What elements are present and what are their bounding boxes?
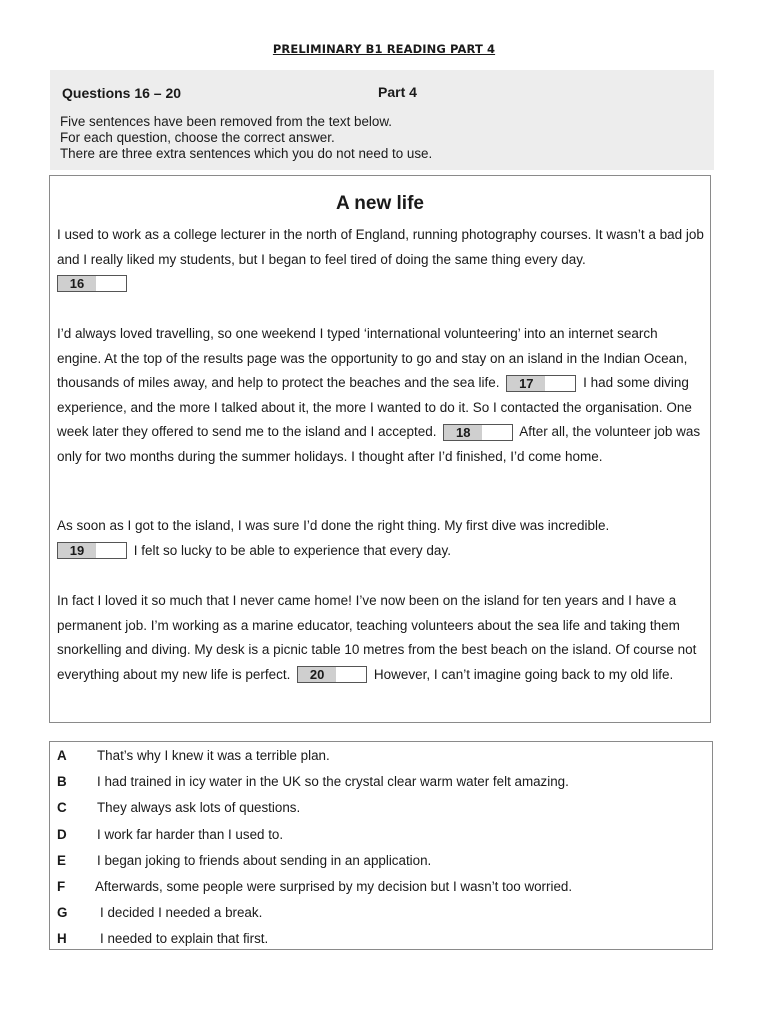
option-text: I needed to explain that first. (100, 931, 269, 946)
gap-number: 20 (298, 667, 336, 682)
article-title: A new life (336, 193, 424, 214)
option-e[interactable] (50, 853, 712, 877)
paragraph-3 (57, 514, 705, 563)
answer-gap-16[interactable] (57, 275, 127, 292)
instructions (60, 114, 432, 162)
gap-number: 19 (58, 543, 96, 558)
instruction-line: For each question, choose the correct answer. (60, 130, 335, 145)
page-title: PRELIMINARY B1 READING PART 4 (272, 42, 496, 56)
option-text: That’s why I knew it was a terrible plan. (97, 748, 330, 763)
paragraph-1 (57, 223, 705, 292)
gap-number: 18 (444, 425, 482, 440)
option-letter: G (57, 905, 68, 920)
paragraph-text: I had some diving experience, and the more I talked about it, the more I wanted to do it. So I contacted the organisation. One week later they offered to send me to the island and I accepted. (57, 375, 692, 439)
option-b[interactable] (50, 774, 712, 798)
paragraph-text: As soon as I got to the island, I was sure I’d done the right thing. My first dive was incredible. (57, 518, 610, 533)
option-letter: D (57, 827, 67, 842)
option-text: I began joking to friends about sending in an application. (97, 853, 432, 868)
option-letter: F (57, 879, 66, 894)
option-text: I work far harder than I used to. (97, 827, 284, 842)
option-letter: B (57, 774, 67, 789)
option-g[interactable] (50, 905, 712, 929)
option-a[interactable] (50, 748, 712, 772)
paragraph-text: I’d always loved travelling, so one weekend I typed ‘international volunteering’ into an internet search engine. At the top of the results page was the opportunity to go and stay on an island in the Indian Ocean, thousands of miles away, and help to protect the beaches and the sea life. (57, 326, 688, 390)
options-box (49, 741, 713, 950)
option-d[interactable] (50, 827, 712, 851)
paragraph-text: In fact I loved it so much that I never came home! I’ve now been on the island for ten years and I have a permanent job. I’m working as a marine educator, teaching volunteers about the sea life and taking them snorkelling and diving. My desk is a picnic table 10 metres from the best beach on the island. Of course not everything about my new life is perfect. (57, 593, 697, 682)
option-letter: C (57, 800, 67, 815)
paragraph-text: I felt so lucky to be able to experience that every day. (133, 542, 451, 558)
paragraph-text: I used to work as a college lecturer in the north of England, running photography courses. It wasn’t a bad job and I really liked my students, but I began to feel tired of doing the same thing every day. (57, 227, 704, 267)
option-text: They always ask lots of questions. (97, 800, 301, 815)
option-letter: A (57, 748, 67, 763)
part-label: Part 4 (378, 84, 417, 100)
instruction-line: There are three extra sentences which you do not need to use. (60, 146, 433, 161)
questions-range: Questions 16 – 20 (62, 85, 182, 101)
option-text: Afterwards, some people were surprised by my decision but I wasn’t too worried. (95, 879, 573, 894)
option-f[interactable] (50, 879, 712, 903)
option-c[interactable] (50, 800, 712, 824)
gap-number: 17 (507, 376, 545, 391)
option-letter: H (57, 931, 67, 946)
reading-text-box (49, 175, 711, 723)
answer-gap-20[interactable] (297, 666, 367, 683)
answer-gap-17[interactable] (506, 375, 576, 392)
answer-gap-18[interactable] (443, 424, 513, 441)
paragraph-4 (57, 589, 705, 687)
gap-number: 16 (58, 276, 96, 291)
paragraph-2 (57, 322, 705, 469)
paragraph-text: After all, the volunteer job was only for two months during the summer holidays. I thought after I’d finished, I’d come home. (57, 424, 701, 464)
instruction-line: Five sentences have been removed from the text below. (60, 114, 392, 129)
answer-gap-19[interactable] (57, 542, 127, 559)
paragraph-text: However, I can’t imagine going back to my old life. (373, 666, 674, 682)
option-letter: E (57, 853, 66, 868)
instructions-header (50, 70, 714, 170)
option-h[interactable] (50, 931, 712, 955)
option-text: I decided I needed a break. (100, 905, 263, 920)
option-text: I had trained in icy water in the UK so the crystal clear warm water felt amazing. (97, 774, 569, 789)
